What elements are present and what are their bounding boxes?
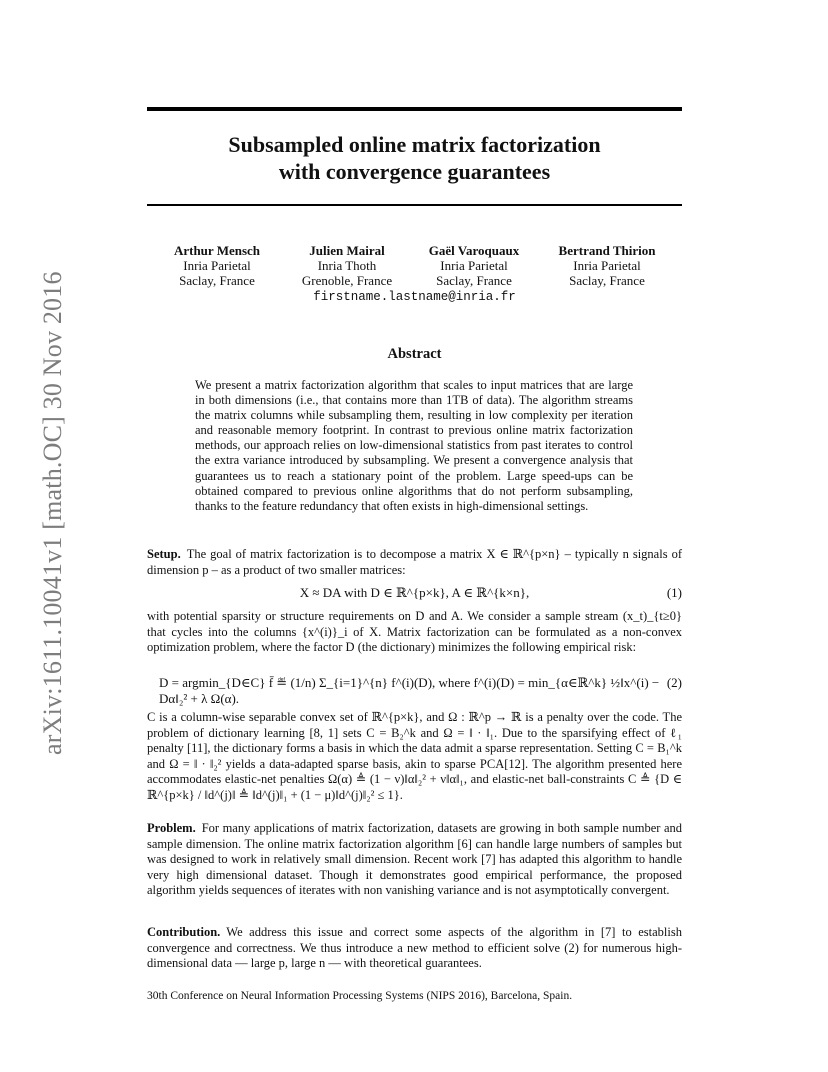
setup-text: The goal of matrix factorization is to decompose a matrix X ∈ ℝ^{p×n} – typically n signals of dimension p – as a product of two smaller matrices:: [147, 547, 682, 577]
problem-paragraph: [147, 821, 682, 899]
abstract-text: We present a matrix factorization algorithm that scales to input matrices that are large in both dimensions (i.e., that contains more than 1TB of data). The algorithm streams the matrix columns while subsampling them, resulting in low complexity per iteration and reasonable memory footprint. In contrast to previous online matrix factorization methods, our approach relies on low-dimensional statistics from past iterates to control the extra variance introduced by subsampling. We present a convergence analysis that guarantees us to reach a stationary point of the problem. Large speed-ups can be obtained compared to previous online algorithms that do not perform subsampling, thanks to the feature redundancy that often exists in high-dimensional settings.: [195, 378, 633, 513]
setup-lead: Setup.: [147, 547, 181, 561]
author-location: Saclay, France: [179, 273, 255, 288]
conference-footnote: 30th Conference on Neural Information Processing Systems (NIPS 2016), Barcelona, Spain.: [147, 990, 573, 1002]
author-email: firstname.lastname@inria.fr: [313, 290, 516, 304]
author-affiliation: Inria Thoth: [317, 258, 377, 273]
problem-text: For many applications of matrix factorization, datasets are growing in both sample number and sample dimension. The online matrix factorization algorithm [6] can handle large numbers of samples but was designed to work in relatively small dimension. Recent work [7] has adapted this algorithm to handle very high dimensional dataset. Though it demonstrates good empirical performance, the proposed algorithm yields sequences of iterates with non vanishing variance and is not asymptotically convergent.: [147, 821, 682, 898]
author-4: [547, 243, 667, 288]
author-name: Bertrand Thirion: [558, 243, 656, 258]
equation-2: [147, 663, 682, 706]
author-location: Grenoble, France: [301, 273, 393, 288]
title-bottom-rule: [147, 204, 682, 206]
author-name: Gaël Varoquaux: [428, 243, 520, 258]
setup-paragraph-3: C is a column-wise separable convex set of ℝ^{p×k}, and Ω : ℝ^p → ℝ is a penalty over the code. The problem of dictionary learning [8, 1] sets C = B₂^k and Ω = ‖ · ‖₁. Due to the sparsifying effect of ℓ₁ penalty [11], the dictionary forms a basis in which the data admit a sparse representation. Setting C = B₁^k and Ω = ‖ · ‖₂² yields a data-adapted sparse basis, akin to sparse PCA[12]. The algorithm presented here accommodates elastic-net penalties Ω(α) ≜ (1 − ν)‖α‖₂² + ν‖α‖₁, and elastic-net ball-constraints C ≜ {D ∈ ℝ^{p×k} / ‖d^(j)‖ ≜ ‖d^(j)‖₁ + (1 − μ)‖d^(j)‖₂² ≤ 1}.: [147, 710, 682, 802]
arxiv-identifier-stamp: arXiv:1611.10041v1 [math.OC] 30 Nov 2016: [38, 271, 67, 755]
equation-1: [147, 585, 682, 601]
title-line-1: Subsampled online matrix factorization: [228, 132, 601, 157]
paper-title: [147, 131, 682, 185]
author-location: Saclay, France: [569, 273, 645, 288]
contribution-paragraph: [147, 925, 682, 972]
author-affiliation: Inria Parietal: [573, 258, 641, 273]
title-line-2: with convergence guarantees: [278, 159, 551, 184]
contribution-lead: Contribution.: [147, 925, 221, 939]
abstract-heading: Abstract: [387, 346, 442, 362]
setup-paragraph: [147, 547, 682, 578]
author-3: [419, 243, 529, 288]
author-location: Saclay, France: [436, 273, 512, 288]
equation-1-body: X ≈ DA with D ∈ ℝ^{p×k}, A ∈ ℝ^{k×n},: [299, 585, 530, 600]
equation-2-number: (2): [666, 675, 682, 690]
author-name: Julien Mairal: [309, 243, 385, 258]
title-top-rule: [147, 107, 682, 111]
equation-1-number: (1): [666, 585, 682, 600]
equation-2-body: D = argmin_{D∈C} f̄ ≝ (1/n) Σ_{i=1}^{n} f^(i)(D), where f^(i)(D) = min_{α∈ℝ^k} ½‖x^(i) − Dα‖₂² + λ Ω(α).: [159, 675, 660, 706]
author-affiliation: Inria Parietal: [183, 258, 251, 273]
author-name: Arthur Mensch: [173, 243, 261, 258]
author-1: [162, 243, 272, 288]
author-2: [292, 243, 402, 288]
problem-lead: Problem.: [147, 821, 196, 835]
author-affiliation: Inria Parietal: [440, 258, 508, 273]
contribution-text: We address this issue and correct some aspects of the algorithm in [7] to establish convergence and correctness. We thus introduce a new method to efficient solve (2) for numerous high-dimensional data — large p, large n — with theoretical guarantees.: [147, 925, 682, 971]
setup-paragraph-2: with potential sparsity or structure requirements on D and A. We consider a sample stream (x_t)_{t≥0} that cycles into the columns {x^(i)}_i of X. Matrix factorization can be formulated as a non-convex optimization problem, where the factor D (the dictionary) minimizes the following empirical risk:: [147, 609, 682, 655]
